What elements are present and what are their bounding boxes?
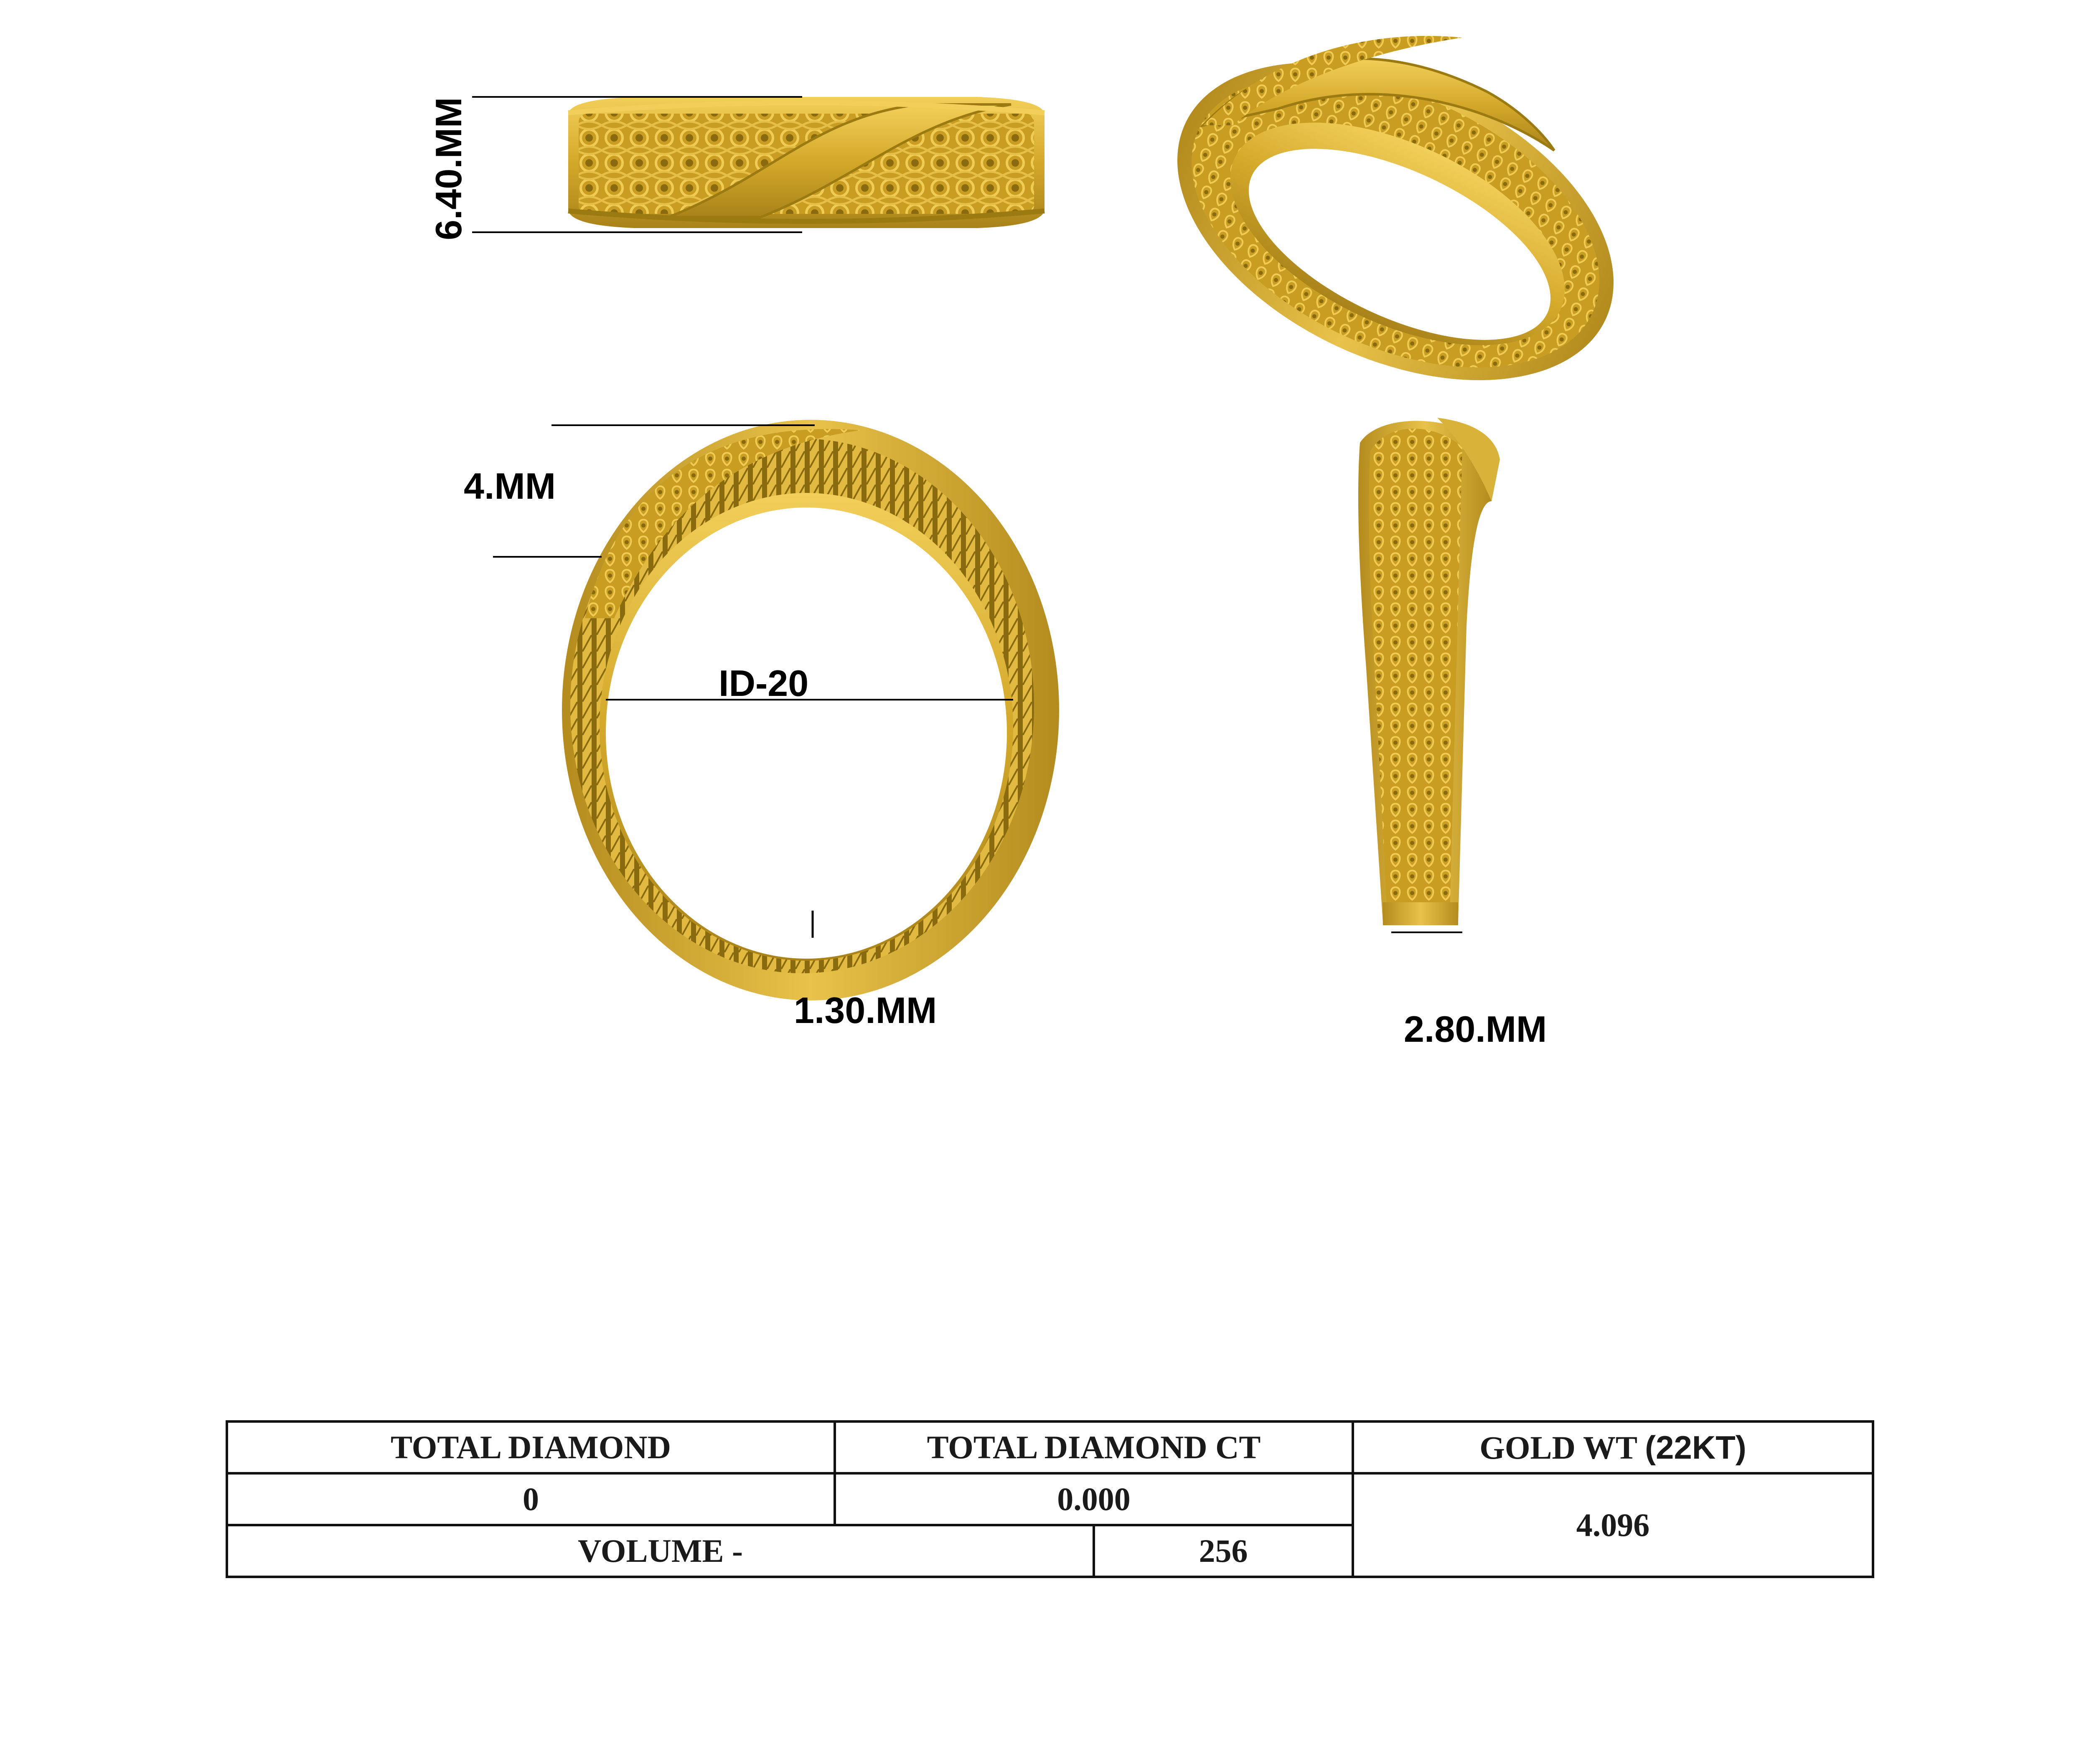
- front-view-ring: [562, 420, 1059, 1000]
- band-width-label: 6.40.MM: [428, 97, 469, 240]
- volume-value: 256: [1094, 1525, 1353, 1577]
- total-diamond-header: TOTAL DIAMOND: [227, 1421, 835, 1473]
- side-view-ring: [1358, 418, 1500, 925]
- gold-wt-header: [1353, 1421, 1873, 1473]
- volume-label: VOLUME -: [227, 1525, 1094, 1577]
- top-height-label: 4.MM: [464, 465, 556, 507]
- gold-wt-label: GOLD WT: [1479, 1429, 1637, 1466]
- spec-table: [226, 1420, 1874, 1578]
- spec-header-row: [227, 1421, 1873, 1473]
- bottom-thickness-label: 1.30.MM: [794, 990, 937, 1031]
- spec-value-row: [227, 1473, 1873, 1525]
- gold-wt-value: 4.096: [1353, 1473, 1873, 1577]
- total-diamond-ct-header: TOTAL DIAMOND CT: [835, 1421, 1353, 1473]
- side-thickness-label: 2.80.MM: [1404, 1008, 1547, 1050]
- total-diamond-value: 0: [227, 1473, 835, 1525]
- inner-diameter-label: ID-20: [719, 662, 809, 704]
- perspective-view-ring: [1127, 0, 1664, 444]
- top-view-ring: [568, 97, 1044, 228]
- gold-wt-karat: (22KT): [1645, 1429, 1746, 1466]
- total-diamond-ct-value: 0.000: [835, 1473, 1353, 1525]
